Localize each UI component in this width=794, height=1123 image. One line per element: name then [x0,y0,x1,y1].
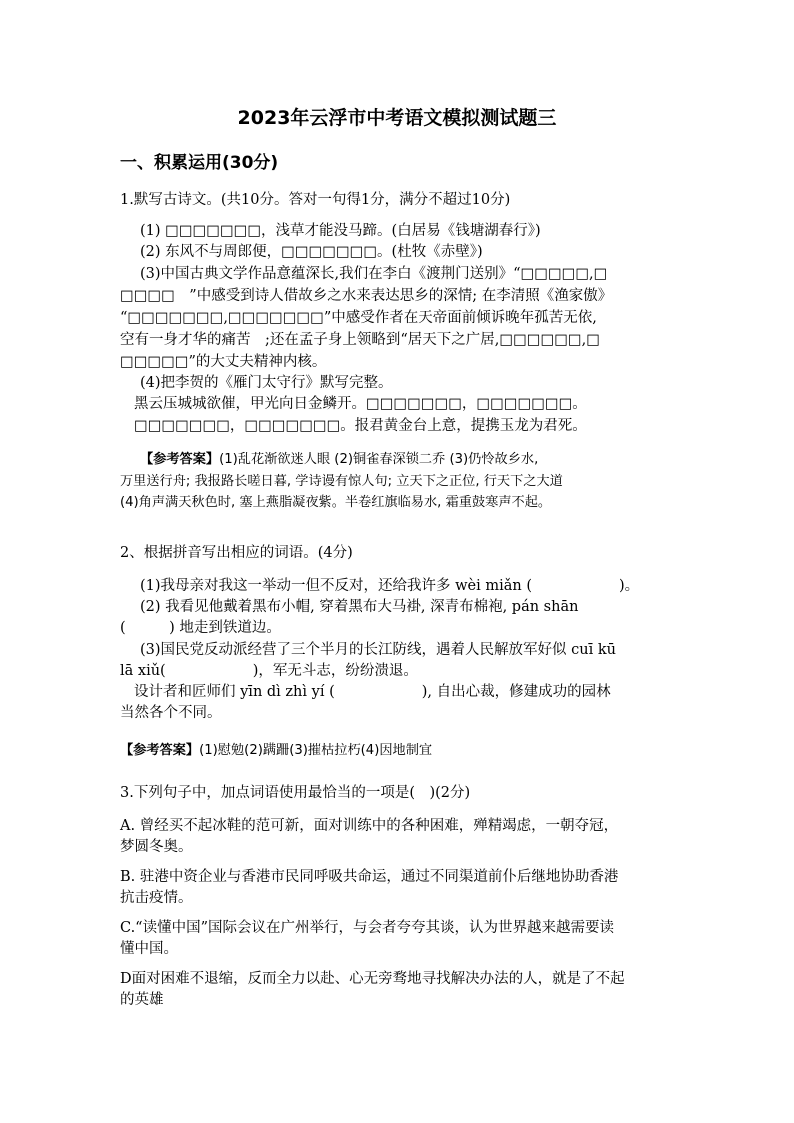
q1-line-2: (2) 东风不与周郎便，□□□□□□□。(杜牧《赤壁》) [140,244,483,260]
q2-line-2: (2) 我看见他戴着黑布小帽, 穿着黑布大马褂, 深青布棉袍, pán shān [140,599,579,615]
q1-answer-1: 【参考答案】(1)乱花渐欲迷人眼 (2)铜雀春深锁二乔 (3)仍怜故乡水, [140,452,539,467]
q2-line-1: (1)我母亲对我这一举动一但不反对，还给我许多 wèi miǎn ( )。 [140,578,640,594]
q3-option-b-1: B. 驻港中资企业与香港市民同呼吸共命运，通过不同渠道前仆后继地协助香港 [120,869,619,885]
q1-line-9: 黑云压城城欲催，甲光向日金鳞开。□□□□□□□，□□□□□□□。 [134,396,587,412]
q1-stem: 1.默写古诗文。(共10分。答对一句得1分，满分不超过10分) [120,192,511,208]
q2-line-7: 当然各个不同。 [120,705,222,721]
q1-line-8: (4)把李贺的《雁门太守行》默写完整。 [140,375,393,391]
answer-label: 【参考答案】 [120,743,200,758]
q3-option-d-2: 的英雄 [120,992,164,1008]
q3-option-c-1: C.“读懂中国”国际会议在广州举行，与会者夸夸其谈，认为世界越来越需要读 [120,920,615,936]
answer-label: 【参考答案】 [140,452,220,467]
q1-line-3: (3)中国古典文学作品意蕴深长,我们在李白《渡荆门送别》“□□□□□,□ [140,266,608,282]
q3-option-b-2: 抗击疫情。 [120,890,193,906]
q3-option-d-1: D面对困难不退缩，反而全力以赴、心无旁骛地寻找解决办法的人，就是了不起 [120,971,625,987]
q1-answer-2: 万里送行舟; 我报路长嗟日暮, 学诗谩有惊人句; 立天下之正位, 行天下之大道 [120,474,563,489]
q2-line-6: 设计者和匠师们 yīn dì zhì yí ( ), 自出心裁，修建成功的园林 [134,684,611,700]
q1-line-7: □□□□□”的大丈夫精神内核。 [120,354,327,370]
q2-answer: 【参考答案】(1)慰勉(2)蹒跚(3)摧枯拉朽(4)因地制宜 [120,743,433,758]
q3-option-c-2: 懂中国。 [120,941,178,957]
q2-line-3: ( ) 地走到铁道边。 [120,620,281,636]
q2-stem: 2、根据拼音写出相应的词语。(4分) [120,545,353,561]
q2-line-5: lā xiǔ( )，军无斗志，纷纷溃退。 [120,663,418,679]
page-title: 2023年云浮市中考语文模拟测试题三 [237,107,557,129]
q1-line-10: □□□□□□□，□□□□□□□。报君黄金台上意，提携玉龙为君死。 [134,418,587,434]
q3-option-a-2: 梦圆冬奥。 [120,839,193,855]
q2-line-4: (3)国民党反动派经营了三个半月的长江防线，遇着人民解放军好似 cuī kū [140,642,616,658]
section-heading: 一、积累运用(30分) [120,153,279,173]
q1-line-4: □□□□ ”中感受到诗人借故乡之水来表达思乡的深情; 在李清照《渔家傲》 [120,288,613,304]
q1-answer-3: (4)角声满天秋色时, 塞上燕脂凝夜紫。半卷红旗临易水, 霜重鼓寒声不起。 [120,495,552,510]
q1-line-1: (1) □□□□□□□，浅草才能没马蹄。(白居易《钱塘湖春行》) [140,223,541,239]
q3-stem: 3.下列句子中，加点词语使用最恰当的一项是( )(2分) [120,785,471,801]
q1-line-5: “□□□□□□□,□□□□□□□”中感受作者在天帝面前倾诉晚年孤苦无依, [120,310,597,326]
q3-option-a-1: A. 曾经买不起冰鞋的范可新，面对训练中的各种困难，殚精竭虑，一朝夺冠， [120,818,619,834]
q1-line-6: 空有一身才华的痛苦 ;还在孟子身上领略到“居天下之广居,□□□□□□,□ [120,332,600,348]
